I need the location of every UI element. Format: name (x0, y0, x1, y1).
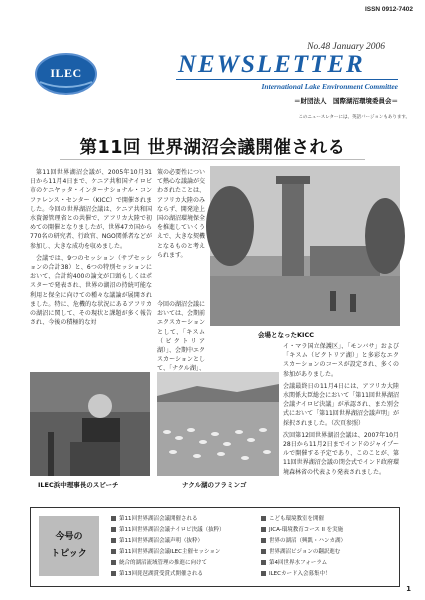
bullet-icon (111, 538, 116, 543)
headline-rule (60, 159, 365, 160)
bullet-icon (111, 571, 116, 576)
page-number: 1 (406, 585, 411, 593)
bullet-icon (261, 571, 266, 576)
article-column-4 (283, 342, 399, 504)
topic-label: 第11回世界湖沼会議ILEC主催セッション (119, 549, 221, 555)
newsletter-title-box (178, 50, 398, 80)
topic-item[interactable] (261, 514, 324, 522)
kicc-photo (210, 166, 400, 326)
kicc-photo-caption: 会場となったKICC (258, 331, 314, 339)
topic-label: 世界湖沼ビジョンの翻訳進む (269, 549, 341, 555)
newsletter-title: NEWSLETTER (178, 51, 365, 78)
article-column-3 (157, 300, 206, 373)
speech-photo-caption: ILEC浜中理事長のスピーチ (38, 481, 119, 489)
topic-label: 第11回世界湖沼会議開催される (119, 516, 198, 522)
speech-photo (30, 372, 150, 476)
bullet-icon (111, 560, 116, 565)
topic-label: 世界の湖沼（興凱・ハンカ湖） (269, 538, 347, 544)
bullet-icon (111, 549, 116, 554)
topic-item[interactable] (261, 525, 343, 533)
issn-number: ISSN 0912-7402 (364, 6, 413, 13)
topic-label: ILECカード入会募集中！ (269, 571, 331, 577)
article-paragraph: 次回第12回世界湖沼会議は、2007年10月28日から11月2日までインドのジャイプールで開催する予定であり、このことが、第11回世界湖沼会議の閉会式でインド政府環境森林省の代表より発表されました。 (283, 431, 399, 476)
article-paragraph: 会議では、9つのセッション（サブセッションの合計38）と、6つの特別セッションにおいて、合計約400の論文が口頭もしくはポスターで発表され、世界の湖沼の持続可能な利用と保全に向けての種々な議論が展開されました。特に、危機的な状況にあるアフリカの湖沼に関して、その現状と課題が多く報告され、今後の積極的な対 (30, 254, 152, 327)
topics-box (30, 507, 400, 587)
masthead-rule (176, 79, 398, 80)
bullet-icon (111, 527, 116, 532)
topic-label: 第13回琵琶湖賞受賞式開催される (119, 571, 203, 577)
topic-item[interactable] (261, 536, 346, 544)
article-paragraph: 第11回世界湖沼会議が、2005年10月31日から11月4日まで、ケニア共和国ナイロビ市のケニヤッタ・インターナショナル・コンファレンス・センター（KICC）で開催されました。今回の世界湖沼会議は、ケニア共和国水資源管理省との共催で、アフリカ大陸で初めての開催となりましたが、世界47カ国から770名の研究者、行政官、NGO関係者などが参加し、大きな成功を収めました。 (30, 169, 152, 250)
ilec-logo (34, 52, 98, 96)
topic-item[interactable] (111, 525, 225, 533)
newsletter-subtitle: International Lake Environment Committee (261, 82, 398, 91)
bullet-icon (111, 516, 116, 521)
bullet-icon (261, 538, 266, 543)
topic-label: JICA-環境教育コース II を実施 (269, 527, 344, 533)
flamingo-photo-caption: ナクル湖のフラミンゴ (182, 481, 247, 489)
topics-label-line1: 今号の (55, 532, 83, 542)
article-headline: 第11回 世界湖沼会議開催される (79, 138, 346, 158)
topics-label (39, 516, 99, 576)
topic-label: 第11回世界湖沼会議声明（抜粋） (119, 538, 203, 544)
bullet-icon (261, 560, 266, 565)
topic-item[interactable] (261, 558, 327, 566)
topic-label: 第4回世界水フォーラム (269, 560, 328, 566)
issue-label: No.48 January 2006 (307, 42, 385, 52)
article-column-2 (157, 168, 205, 298)
bullet-icon (261, 549, 266, 554)
topic-label: 第11回世界湖沼会議ナイロビ決議（抜粋） (119, 527, 225, 533)
bullet-icon (261, 527, 266, 532)
topic-item[interactable] (261, 569, 331, 577)
organization-name-ja: ＝財団法人 国際湖沼環境委員会＝ (294, 97, 398, 105)
topic-item[interactable] (111, 514, 198, 522)
topic-item[interactable] (111, 569, 203, 577)
topic-item[interactable] (111, 547, 220, 555)
article-paragraph: 策の必要性について熱心な議論が交わされたことは、アフリカ大陸のみならず、開発途上国の湖沼環境保全を推進していくうえで、大きな契機となるものと考えられます。 (157, 169, 206, 259)
logo-text: ILEC (50, 66, 82, 80)
topics-label-line2: トピック (51, 549, 87, 559)
article-paragraph: 今回の湖沼会議においては、会期前エクスカーションとして、「キスム（ビクトリア湖）」、会期中エクスカーションとして、「ナクル湖」、 (157, 301, 206, 373)
topic-item[interactable] (261, 547, 340, 555)
topic-label: 統合的湖沼流域管理の推進に向けて (119, 560, 208, 566)
bullet-icon (261, 516, 266, 521)
flamingo-photo (157, 372, 279, 476)
article-paragraph: 会議最終日の11月4日には、アフリカ大陸水関係大臣総会において「第11回世界湖沼会議ナイロビ決議」が承認され、また別会式において「第11回世界湖沼会議声明」が採択されました。（次頁参照） (283, 382, 399, 427)
english-version-note: このニュースレターには、英語バージョンもあります。 (298, 115, 410, 120)
topic-item[interactable] (111, 536, 203, 544)
article-paragraph: イ・マラ国立保護区」、「モンバサ」および「キスム（ビクトリア湖）」と多彩なエクスカーションのコースが設定され、多くの参加がありました。 (283, 343, 399, 378)
topic-label: こども環境教室を開催 (269, 516, 325, 522)
topic-item[interactable] (111, 558, 207, 566)
